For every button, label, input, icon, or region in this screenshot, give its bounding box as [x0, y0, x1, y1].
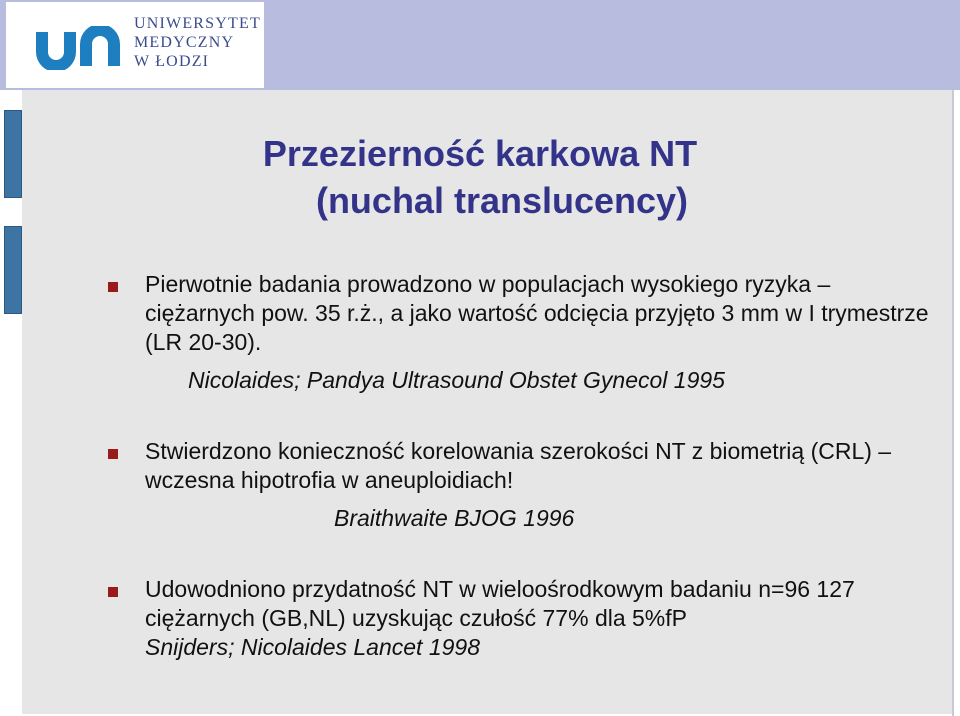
- bullet-text-3: Udowodniono przydatność NT w wieloośrodkowym badaniu n=96 127 ciężarnych (GB,NL) uzyskując czułość 77% dla 5%fP: [145, 576, 855, 631]
- bullet-text-1: Pierwotnie badania prowadzono w populacjach wysokiego ryzyka – ciężarnych pow. 35 r.ż., a jako wartość odcięcia przyjęto 3 mm w I trymestrze (LR 20-30).: [145, 271, 929, 355]
- citation-1: Nicolaides; Pandya Ultrasound Obstet Gynecol 1995: [188, 367, 725, 393]
- bullet-marker-2: [108, 449, 118, 459]
- accent-bar-2: [4, 226, 22, 314]
- bullet-marker-3: [108, 587, 118, 597]
- um-logo-icon: [34, 26, 120, 70]
- logo-line-1: UNIWERSYTET: [134, 15, 261, 32]
- slide-title: [0, 130, 960, 224]
- bullet-marker-1: [108, 282, 118, 292]
- citation-2: Braithwaite BJOG 1996: [334, 505, 575, 531]
- title-line-1: Przezierność karkowa NT: [262, 133, 698, 174]
- citation-3: Snijders; Nicolaides Lancet 1998: [145, 634, 480, 660]
- title-line-2: (nuchal translucency): [315, 180, 689, 221]
- bullet-text-2: Stwierdzono konieczność korelowania szerokości NT z biometrią (CRL) – wczesna hipotrofia w aneuploidiach!: [145, 438, 892, 493]
- logo-line-3: W ŁODZI: [134, 53, 210, 70]
- logo-wordmark: [134, 14, 261, 71]
- university-logo: [6, 2, 264, 88]
- logo-line-2: MEDYCZNY: [134, 34, 235, 51]
